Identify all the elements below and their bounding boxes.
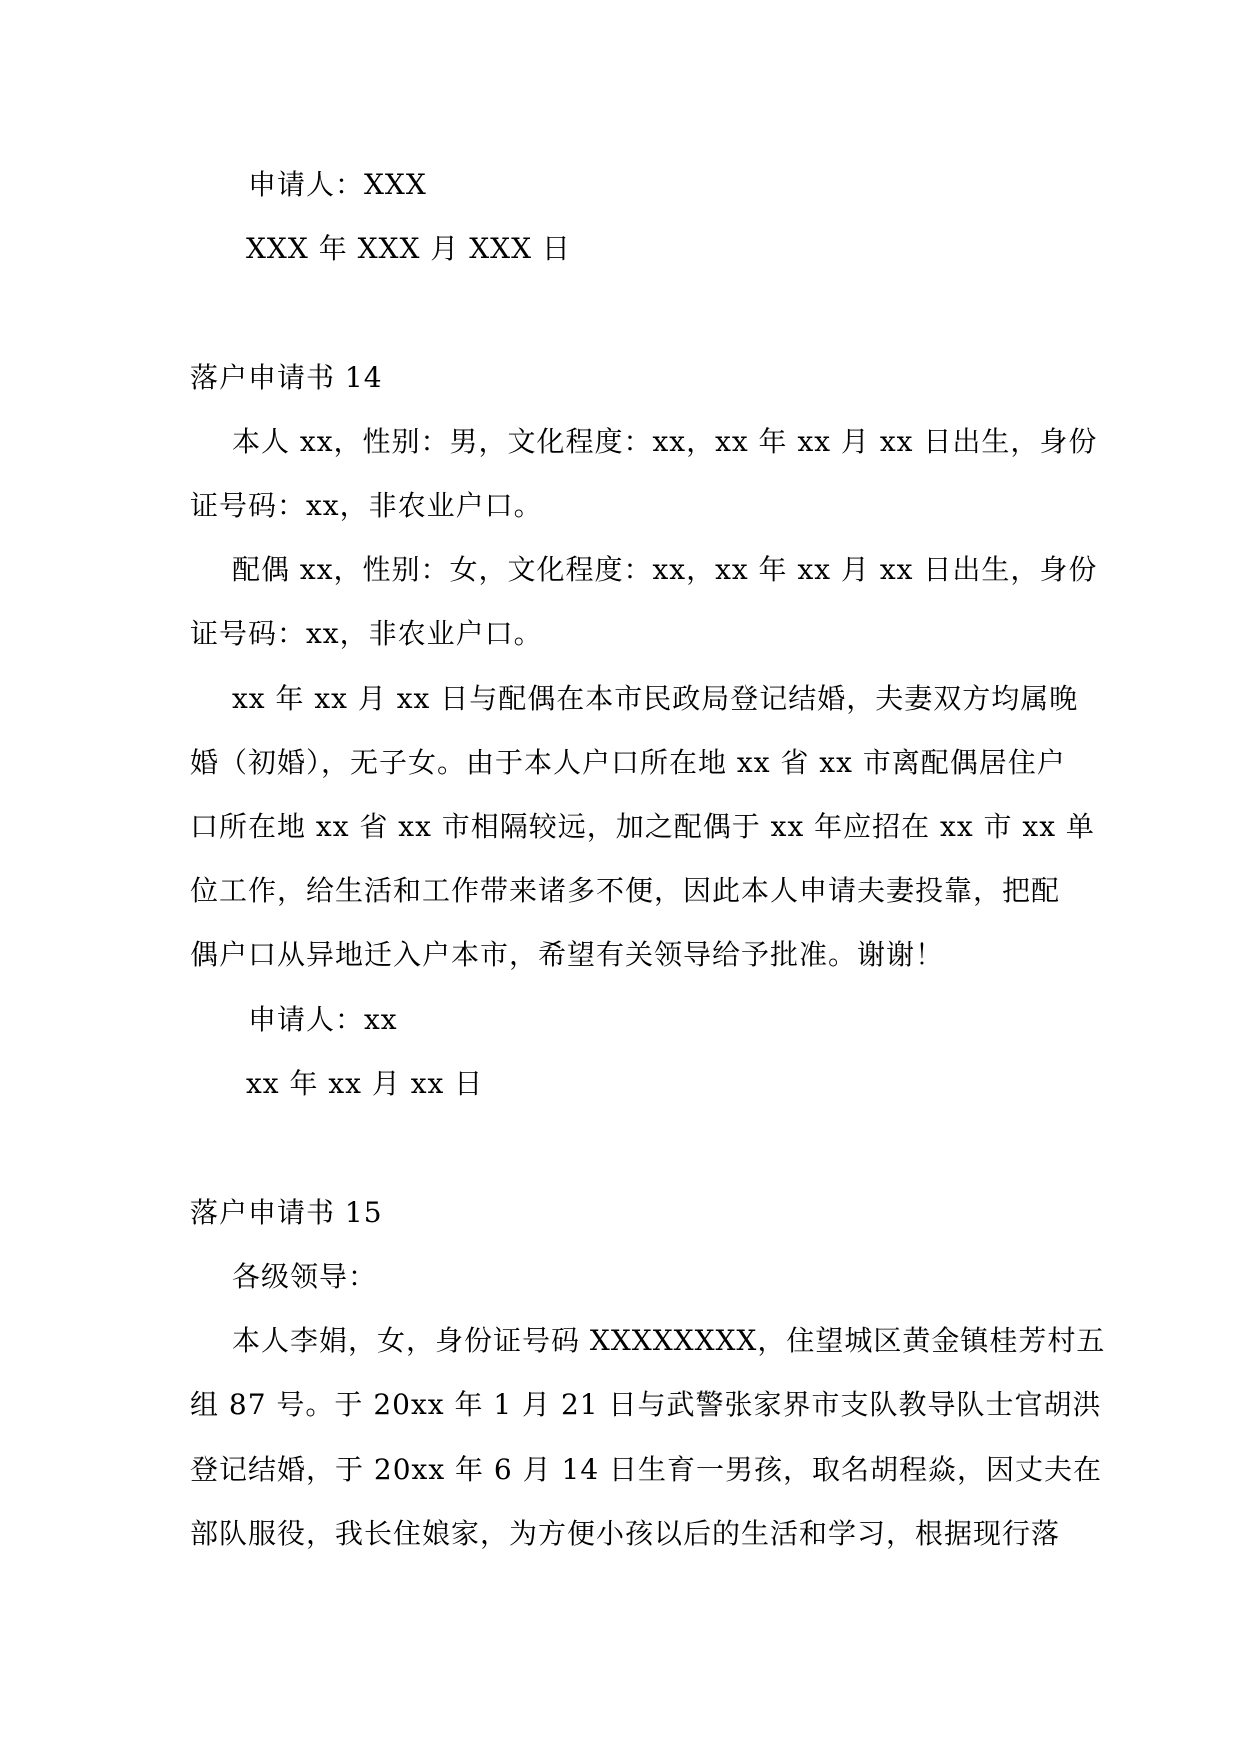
prev-date: XXX 年 XXX 月 XXX 日 <box>246 232 571 265</box>
letter14-p3-line: 婚（初婚），无子女。由于本人户口所在地 xx 省 xx 市离配偶居住户 <box>190 746 1066 779</box>
letter15-p1-line: 登记结婚，于 20xx 年 6 月 14 日生育一男孩，取名胡程焱，因丈夫在 <box>190 1453 1103 1486</box>
letter14-p1-line: 本人 xx，性别：男，文化程度：xx，xx 年 xx 月 xx 日出生，身份 <box>232 425 1098 458</box>
letter14-p2-line: 配偶 xx，性别：女，文化程度：xx，xx 年 xx 月 xx 日出生，身份 <box>232 553 1098 586</box>
prev-signer: 申请人：XXX <box>248 168 427 201</box>
letter14-p2-line: 证号码：xx，非农业户口。 <box>190 617 543 650</box>
letter14-p3-line: 偶户口从异地迁入户本市，希望有关领导给予批准。谢谢！ <box>190 938 945 971</box>
letter14-p3-line: xx 年 xx 月 xx 日与配偶在本市民政局登记结婚，夫妻双方均属晚 <box>232 682 1079 715</box>
letter15-p1-line: 本人李娟，女，身份证号码 XXXXXXXX，住望城区黄金镇桂芳村五 <box>232 1324 1106 1357</box>
letter15-title: 落户申请书 15 <box>190 1196 383 1229</box>
letter14-signer: 申请人：xx <box>248 1003 398 1036</box>
letter15-salutation: 各级领导： <box>232 1260 378 1293</box>
letter15-p1-line: 部队服役，我长住娘家，为方便小孩以后的生活和学习，根据现行落 <box>190 1517 1061 1550</box>
letter14-title: 落户申请书 14 <box>190 361 383 394</box>
letter14-p1-line: 证号码：xx，非农业户口。 <box>190 489 543 522</box>
letter14-date: xx 年 xx 月 xx 日 <box>246 1067 484 1100</box>
letter14-p3-line: 位工作，给生活和工作带来诸多不便，因此本人申请夫妻投靠，把配 <box>190 874 1061 907</box>
letter15-p1-line: 组 87 号。于 20xx 年 1 月 21 日与武警张家界市支队教导队士官胡洪 <box>190 1388 1102 1421</box>
letter14-p3-line: 口所在地 xx 省 xx 市相隔较远，加之配偶于 xx 年应招在 xx 市 xx 单 <box>190 810 1095 843</box>
